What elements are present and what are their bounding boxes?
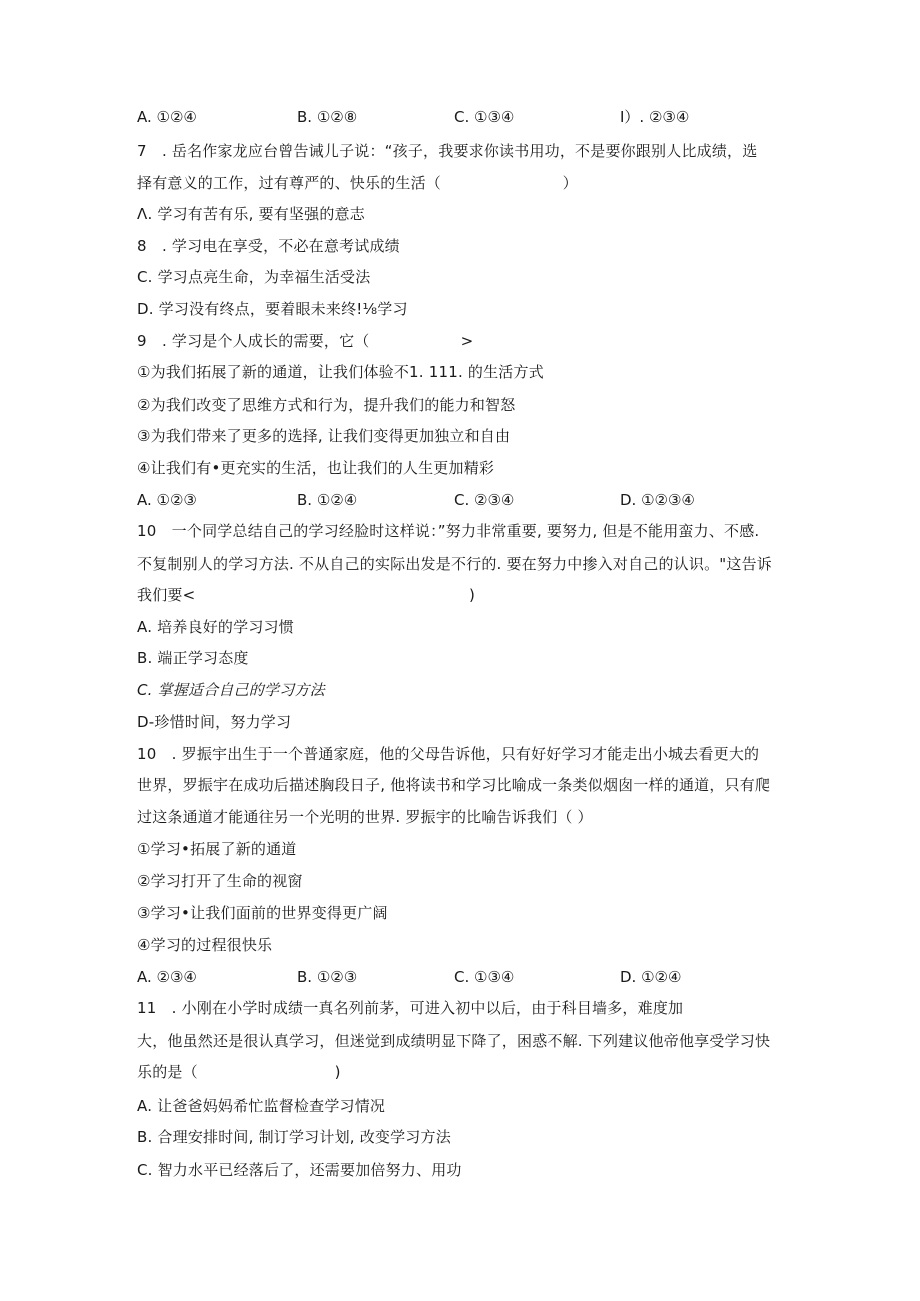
q10a-choice-c: C. 掌握适合自己的学习方法 xyxy=(137,681,325,699)
q9-option-b: B. ①②④ xyxy=(297,491,358,509)
q10b-stem-line-3: 过这条通道才能通往另一个光明的世界. 罗振宇的比喻告诉我们（ ） xyxy=(137,808,593,826)
q7-choice-b: 8 . 学习电在享受，不必在意考试成绩 xyxy=(137,237,400,255)
q6-option-a: A. ①②④ xyxy=(137,108,197,126)
q11-choice-a: A. 让爸爸妈妈希忙监督检查学习情况 xyxy=(137,1097,386,1115)
q10b-item-3: ③学习•让我们面前的世界变得更广阔 xyxy=(137,904,388,922)
q10a-choice-a: A. 培养良好的学习习惯 xyxy=(137,618,294,636)
q10b-stem-line-2: 世界，罗振宇在成功后描述胸段日子, 他将读书和学习比喻成一条类似烟囱一样的通道，只有爬 xyxy=(137,776,771,794)
q9-option-d: D. ①②③④ xyxy=(620,491,695,509)
q7-choice-d: D. 学习没有终点，要着眼未来终!⅛学习 xyxy=(137,300,408,318)
q6-option-d: I）. ②③④ xyxy=(620,108,690,126)
q10b-option-d: D. ①②④ xyxy=(620,968,682,986)
q11-stem-line-1: 11 . 小刚在小学时成绩一真名列前茅，可进入初中以后，由于科目墙多，难度加 xyxy=(137,999,684,1017)
q10a-stem-line-1: 10 一个同学总结自己的学习经脸时这样说：”努力非常重要, 要努力, 但是不能用蛮力、不感. xyxy=(137,522,760,540)
q10a-choice-d: D-珍惜时间，努力学习 xyxy=(137,713,292,731)
q10a-stem-line-2: 不复制别人的学习方法. 不从自己的实际出发是不行的. 要在努力中掺入对自己的认识。"这告诉 xyxy=(137,555,772,573)
q10a-stem-line-3: 我们要< ) xyxy=(137,586,476,604)
q10b-option-b: B. ①②③ xyxy=(297,968,358,986)
q6-option-c: C. ①③④ xyxy=(454,108,515,126)
q7-choice-a: Λ. 学习有苦有乐, 要有坚强的意志 xyxy=(137,205,365,223)
q9-item-1: ①为我们拓展了新的通道，让我们体验不1. 111. 的生活方式 xyxy=(137,363,544,381)
q11-choice-c: C. 智力水平已经落后了，还需要加倍努力、用功 xyxy=(137,1161,462,1179)
q10b-item-4: ④学习的过程很快乐 xyxy=(137,936,273,954)
q11-stem-line-3: 乐的是（ ) xyxy=(137,1063,341,1081)
q9-item-3: ③为我们带来了更多的选择, 让我们变得更加独立和自由 xyxy=(137,427,511,445)
q6-option-b: B. ①②⑧ xyxy=(297,108,358,126)
q10b-options xyxy=(137,967,857,987)
q11-choice-b: B. 合理安排时间, 制订学习计划, 改变学习方法 xyxy=(137,1128,451,1146)
q7-stem-line-2: 择有意义的工作，过有尊严的、快乐的生活（ ） xyxy=(137,174,578,192)
q7-choice-c: C. 学习点亮生命，为幸福生活受法 xyxy=(137,268,371,286)
q10b-stem-line-1: 10 . 罗振宇出生于一个普通家庭，他的父母告诉他，只有好好学习才能走出小城去看更大的 xyxy=(137,745,760,763)
q9-item-4: ④让我们有•更充实的生活，也让我们的人生更加精彩 xyxy=(137,459,495,477)
q9-option-a: A. ①②③ xyxy=(137,491,197,509)
q7-stem-line-1: 7 . 岳名作家龙应台曾告诫儿子说：“孩子，我要求你读书用功，不是要你跟别人比成绩，选 xyxy=(137,142,758,160)
q9-item-2: ②为我们改变了思维方式和行为，提升我们的能力和智怒 xyxy=(137,396,516,414)
q10a-choice-b: B. 端正学习态度 xyxy=(137,649,249,667)
q6-options xyxy=(137,107,857,127)
q9-options xyxy=(137,490,857,510)
q11-stem-line-2: 大，他虽然还是很认真学习，但迷觉到成绩明显下降了，困惑不解. 下列建议他帝他享受学习快 xyxy=(137,1032,771,1050)
q9-option-c: C. ②③④ xyxy=(454,491,515,509)
q10b-item-2: ②学习打开了生命的视窗 xyxy=(137,872,303,890)
q10b-item-1: ①学习•拓展了新的通道 xyxy=(137,840,297,858)
q9-stem: 9 . 学习是个人成长的需要，它（ > xyxy=(137,332,474,350)
q10b-option-c: C. ①③④ xyxy=(454,968,515,986)
q10b-option-a: A. ②③④ xyxy=(137,968,197,986)
